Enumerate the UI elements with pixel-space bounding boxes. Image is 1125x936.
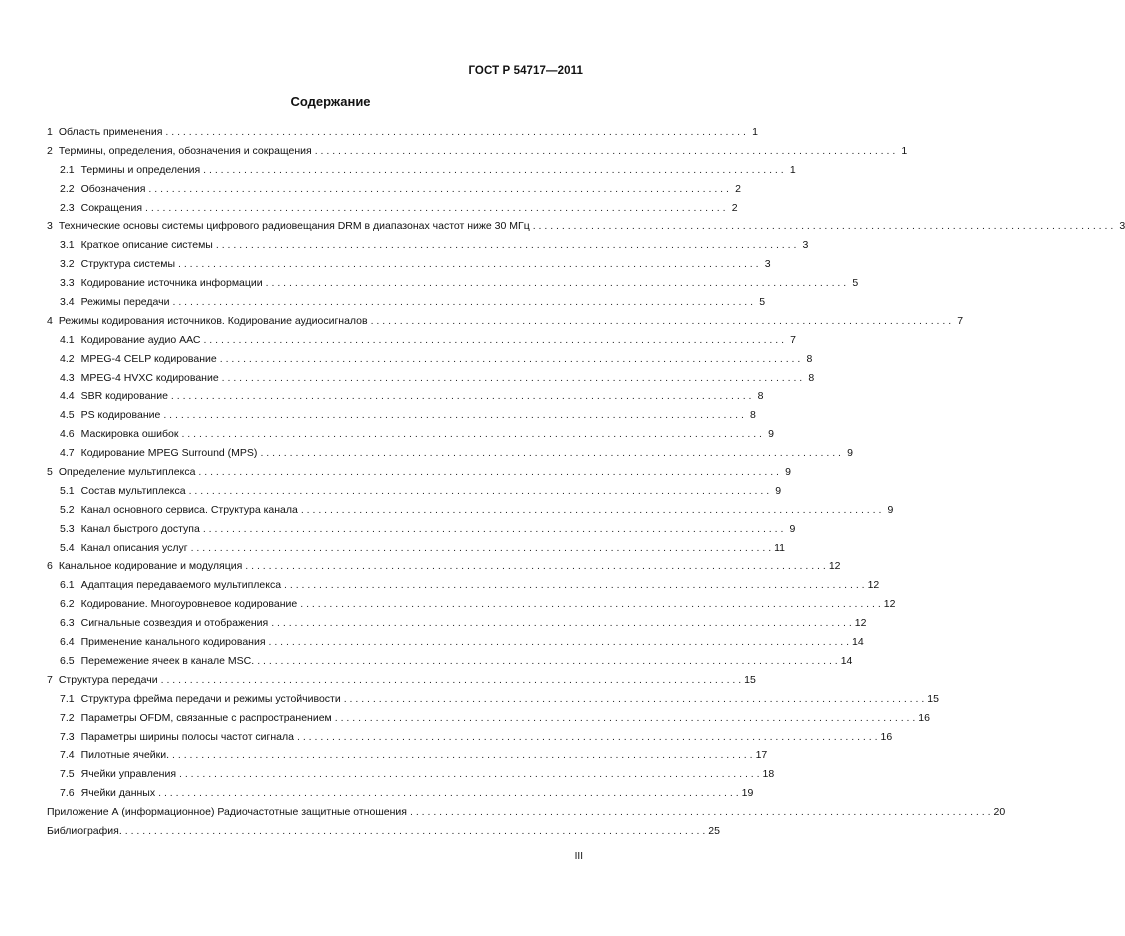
page-title: Содержание: [290, 94, 371, 109]
toc-dot-leader: [203, 333, 784, 347]
toc-entry-label: Структура фрейма передачи и режимы устойчивости: [80, 692, 341, 705]
toc-dot-leader: [191, 541, 772, 555]
toc-entry-number: 7.3: [60, 730, 75, 743]
toc-entry-label: Канальное кодирование и модуляция: [58, 560, 243, 573]
toc-dot-leader: [161, 673, 742, 687]
toc-entry[interactable]: [47, 615, 867, 634]
toc-dot-leader: [216, 238, 797, 252]
toc-entry-label: Термины, определения, обозначения и сокращения: [58, 144, 312, 157]
toc-entry-label: Состав мультиплекса: [80, 484, 186, 497]
toc-dot-leader: [344, 692, 925, 706]
toc-entry-number: 7.6: [60, 787, 75, 800]
toc-entry-page: 3: [1119, 220, 1125, 233]
toc-dot-leader: [300, 597, 881, 611]
toc-entry-page: 16: [880, 730, 893, 743]
toc-entry-page: 9: [785, 466, 791, 479]
toc-dot-leader: [165, 125, 746, 139]
toc-entry-number: 6: [47, 560, 53, 573]
toc-entry-number: 2.1: [60, 163, 75, 176]
toc-entry-label: Структура системы: [80, 258, 176, 271]
toc-entry[interactable]: [47, 823, 720, 842]
toc-entry-number: 6.1: [60, 579, 75, 592]
toc-entry-page: 8: [808, 371, 815, 384]
toc-entry-label: MPEG-4 CELP кодирование: [80, 352, 217, 365]
toc-dot-leader: [220, 352, 801, 366]
toc-entry[interactable]: [47, 672, 756, 691]
toc-entry-number: 4: [47, 314, 53, 327]
toc-entry-number: 4.3: [60, 371, 75, 384]
toc-entry-page: 12: [828, 560, 841, 573]
toc-entry-label: Приложение А (информационное) Радиочастотные защитные отношения: [47, 806, 407, 819]
toc-entry-number: 7.5: [60, 768, 75, 781]
toc-entry[interactable]: [47, 596, 896, 615]
toc-dot-leader: [284, 578, 865, 592]
toc-entry-page: 9: [775, 484, 782, 497]
toc-entry-label: SBR кодирование: [80, 390, 168, 403]
toc-entry[interactable]: [47, 332, 796, 351]
toc-entry-number: 7: [47, 673, 53, 686]
toc-entry[interactable]: [47, 577, 880, 596]
toc-entry-label: PS кодирование: [80, 409, 161, 422]
toc-entry[interactable]: [47, 483, 782, 502]
toc-entry-number: 6.2: [60, 598, 75, 611]
toc-entry-page: 5: [852, 277, 859, 290]
toc-dot-leader: [189, 484, 770, 498]
toc-entry-page: 25: [708, 824, 720, 837]
toc-entry-number: 4.7: [60, 447, 75, 460]
page-number: III: [574, 851, 583, 862]
toc-entry[interactable]: [47, 313, 964, 332]
toc-dot-leader: [371, 314, 952, 328]
toc-dot-leader: [297, 730, 878, 744]
toc-entry-label: Краткое описание системы: [80, 239, 213, 252]
toc-entry-label: Кодирование аудио ААС: [80, 333, 201, 346]
toc-entry-number: 5.3: [60, 522, 75, 535]
toc-entry-page: 9: [847, 447, 853, 460]
toc-entry-number: 4.5: [60, 409, 75, 422]
toc-entry-label: Канал быстрого доступа: [80, 522, 200, 535]
toc-entry-number: 4.6: [60, 428, 75, 441]
toc-entry-label: Сигнальные созвездия и отображения: [80, 617, 269, 630]
toc-entry-label: Структура передачи: [58, 673, 158, 686]
toc-entry-label: Применение канального кодирования: [80, 636, 266, 649]
toc-entry-label: Параметры ширины полосы частот сигнала: [80, 730, 294, 743]
toc-dot-leader: [145, 201, 726, 215]
toc-entry-label: Адаптация передаваемого мультиплекса: [80, 579, 282, 592]
toc-entry[interactable]: [47, 181, 741, 200]
toc-entry-number: 2.3: [60, 201, 75, 214]
toc-entry-page: 11: [774, 541, 786, 554]
toc-entry[interactable]: [47, 540, 786, 559]
table-of-contents: [47, 124, 1125, 842]
toc-entry-page: 18: [762, 768, 775, 781]
toc-entry[interactable]: [47, 200, 738, 219]
toc-entry-page: 12: [883, 598, 896, 611]
toc-entry-label: Область применения: [58, 126, 163, 138]
toc-entry-number: 4.2: [60, 352, 75, 365]
toc-entry-page: 9: [887, 503, 894, 516]
toc-entry-page: 9: [789, 522, 796, 535]
toc-entry[interactable]: [47, 710, 930, 729]
toc-dot-leader: [271, 616, 852, 630]
toc-entry[interactable]: [47, 388, 764, 407]
toc-entry-label: Кодирование. Многоуровневое кодирование: [80, 598, 298, 611]
toc-entry[interactable]: [47, 785, 754, 804]
toc-dot-leader: [222, 371, 803, 385]
toc-entry[interactable]: [47, 256, 771, 275]
toc-dot-leader: [198, 465, 779, 479]
toc-entry[interactable]: [47, 407, 756, 426]
toc-entry-label: Кодирование MPEG Surround (MPS): [80, 447, 258, 460]
toc-entry-page: 8: [757, 390, 764, 403]
toc-dot-leader: [173, 295, 754, 309]
toc-entry-number: 3.4: [60, 296, 75, 309]
toc-entry-page: 3: [764, 258, 771, 271]
toc-entry-label: Перемежение ячеек в канале MSC.: [80, 654, 255, 667]
toc-dot-leader: [171, 389, 752, 403]
toc-entry[interactable]: [47, 804, 1006, 823]
toc-entry-page: 3: [802, 239, 809, 252]
toc-entry-number: 6.4: [60, 636, 75, 649]
toc-entry[interactable]: [47, 691, 939, 710]
toc-entry-label: Обозначения: [80, 182, 146, 195]
toc-entry-page: 12: [854, 617, 867, 630]
toc-entry-number: 6.3: [60, 617, 75, 630]
toc-dot-leader: [301, 503, 882, 517]
toc-entry[interactable]: [47, 653, 853, 672]
toc-entry-page: 15: [927, 692, 939, 705]
toc-entry-label: Канал описания услуг: [80, 541, 188, 554]
toc-entry-number: 5: [47, 466, 53, 479]
toc-dot-leader: [269, 635, 850, 649]
toc-entry-page: 1: [789, 163, 796, 176]
toc-entry[interactable]: [47, 370, 815, 389]
toc-entry[interactable]: [47, 634, 864, 653]
toc-entry-number: 5.2: [60, 503, 75, 516]
standard-code: ГОСТ Р 54717—2011: [468, 65, 583, 77]
toc-entry-label: Пилотные ячейки.: [80, 749, 170, 762]
toc-entry-page: 1: [901, 144, 908, 157]
toc-entry[interactable]: [47, 162, 796, 181]
toc-entry-label: Ячейки управления: [80, 768, 177, 781]
toc-entry-page: 17: [755, 749, 768, 762]
toc-entry-number: 5.4: [60, 541, 75, 554]
toc-entry-number: 7.1: [60, 692, 75, 705]
toc-entry-label: Библиография.: [47, 824, 122, 837]
toc-dot-leader: [257, 654, 838, 668]
toc-dot-leader: [181, 427, 762, 441]
toc-entry-page: 8: [750, 409, 756, 422]
toc-entry-label: Кодирование источника информации: [80, 277, 263, 290]
toc-entry[interactable]: [47, 143, 908, 162]
toc-entry-page: 1: [752, 126, 758, 138]
toc-entry-number: 3.1: [60, 239, 75, 252]
toc-entry[interactable]: [47, 502, 894, 521]
toc-entry-label: Параметры OFDM, связанные с распространением: [80, 711, 332, 724]
toc-entry-page: 15: [744, 673, 756, 686]
toc-entry-page: 19: [741, 787, 754, 800]
toc-entry-label: MPEG-4 HVXC кодирование: [80, 371, 219, 384]
toc-entry[interactable]: [47, 558, 841, 577]
toc-entry-number: 3.2: [60, 258, 75, 271]
toc-entry[interactable]: [47, 521, 796, 540]
toc-entry-label: Определение мультиплекса: [58, 466, 196, 479]
toc-entry-page: 5: [759, 296, 766, 309]
toc-entry-label: Ячейки данных: [80, 787, 156, 800]
toc-entry[interactable]: [47, 464, 791, 483]
toc-dot-leader: [245, 559, 826, 573]
toc-entry[interactable]: [47, 766, 775, 785]
toc-entry-page: 7: [957, 314, 964, 327]
toc-entry[interactable]: [47, 729, 893, 748]
toc-entry-label: Маскировка ошибок: [80, 428, 179, 441]
toc-entry-page: 7: [790, 333, 796, 346]
toc-entry-number: 2.2: [60, 182, 75, 195]
toc-entry-page: 9: [768, 428, 774, 441]
toc-entry-number: 3: [47, 220, 53, 233]
toc-dot-leader: [203, 163, 784, 177]
toc-dot-leader: [260, 446, 841, 460]
toc-entry-number: 7.4: [60, 749, 75, 762]
toc-dot-leader: [163, 408, 744, 422]
toc-entry[interactable]: [47, 445, 853, 464]
toc-entry-page: 14: [840, 654, 853, 667]
toc-dot-leader: [335, 711, 916, 725]
toc-entry[interactable]: [47, 218, 1125, 237]
toc-entry-label: Канал основного сервиса. Структура канала: [80, 503, 298, 516]
toc-entry-number: 3.3: [60, 277, 75, 290]
toc-entry-page: 14: [852, 636, 864, 649]
toc-entry-page: 2: [735, 182, 741, 195]
toc-entry[interactable]: [47, 294, 766, 313]
toc-entry-label: Технические основы системы цифрового радиовещания DRM в диапазонах частот ниже 30 МГц: [58, 220, 530, 233]
toc-entry-page: 20: [993, 806, 1006, 819]
toc-dot-leader: [158, 786, 739, 800]
toc-entry-number: 5.1: [60, 484, 75, 497]
toc-entry-number: 2: [47, 144, 53, 157]
toc-entry-page: 8: [806, 352, 813, 365]
toc-dot-leader: [533, 219, 1114, 233]
toc-entry-label: Режимы кодирования источников. Кодирование аудиосигналов: [58, 314, 368, 327]
toc-dot-leader: [315, 144, 896, 158]
toc-entry[interactable]: [47, 426, 774, 445]
toc-dot-leader: [125, 824, 706, 838]
toc-entry-label: Сокращения: [80, 201, 143, 214]
toc-entry[interactable]: [47, 275, 859, 294]
toc-entry[interactable]: [47, 747, 768, 766]
toc-entry[interactable]: [47, 124, 758, 143]
toc-entry-page: 16: [918, 711, 930, 724]
toc-dot-leader: [410, 805, 991, 819]
toc-dot-leader: [203, 522, 784, 536]
toc-dot-leader: [178, 257, 759, 271]
toc-dot-leader: [172, 748, 753, 762]
toc-entry[interactable]: [47, 237, 809, 256]
toc-entry-number: 1: [47, 126, 53, 138]
toc-entry[interactable]: [47, 351, 813, 370]
toc-dot-leader: [148, 182, 729, 196]
toc-dot-leader: [179, 767, 760, 781]
toc-entry-number: 4.4: [60, 390, 75, 403]
toc-dot-leader: [266, 276, 847, 290]
toc-entry-number: 6.5: [60, 654, 75, 667]
toc-entry-label: Термины и определения: [80, 163, 201, 176]
toc-entry-page: 2: [731, 201, 738, 214]
toc-entry-label: Режимы передачи: [80, 296, 170, 309]
toc-entry-number: 4.1: [60, 333, 75, 346]
toc-entry-number: 7.2: [60, 711, 75, 724]
toc-entry-page: 12: [867, 579, 880, 592]
